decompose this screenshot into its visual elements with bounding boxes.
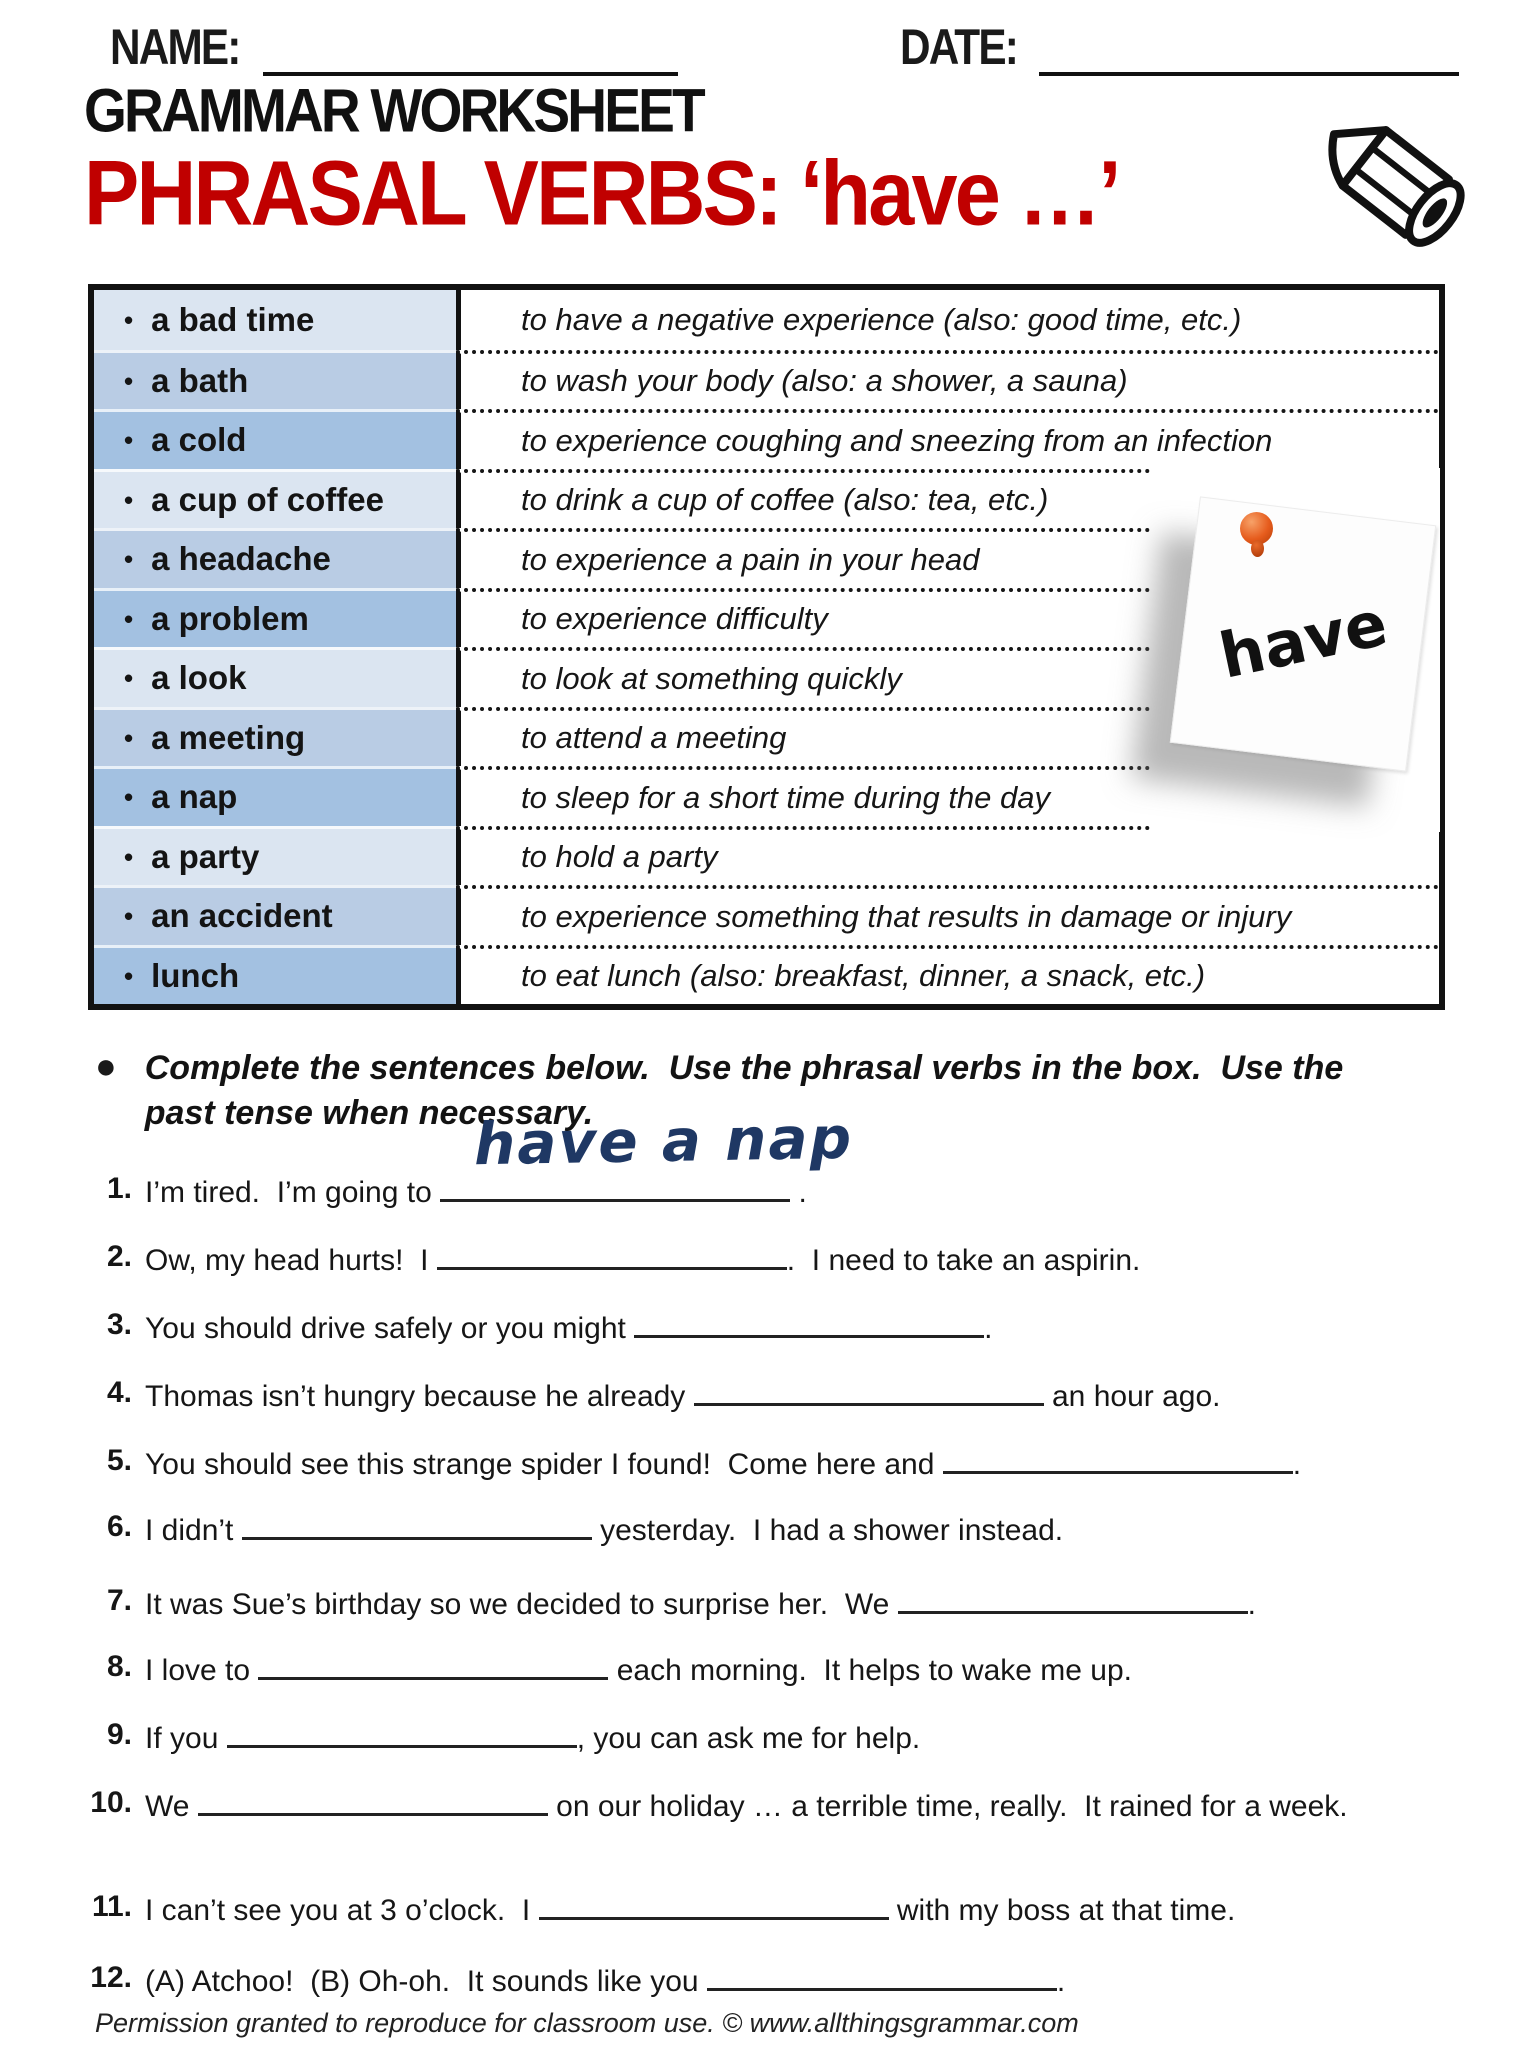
sentence-number: 2.: [106, 1240, 132, 1273]
sentence-text: I’m tired. I’m going to have a nap .: [145, 1103, 854, 1209]
sentence-item: [82, 1236, 1467, 1282]
answer-blank[interactable]: [943, 1440, 1293, 1474]
name-label: NAME:: [110, 18, 240, 75]
phrase-cell: [94, 588, 456, 648]
phrase-label: a meeting: [151, 718, 306, 756]
sentence-number: 6.: [106, 1510, 132, 1543]
phrase-label: a cup of coffee: [151, 480, 384, 518]
list-bullet-icon: •: [124, 782, 134, 813]
date-input-line[interactable]: [1039, 30, 1459, 76]
table-row: [94, 350, 1439, 410]
definition-cell: [456, 290, 1439, 350]
sentence-number: 11.: [91, 1890, 132, 1923]
definition-text: to attend a meeting: [521, 720, 787, 756]
name-input-line[interactable]: [263, 30, 678, 76]
sentence-number: 7.: [106, 1584, 132, 1617]
definition-text: to have a negative experience (also: good time, etc.): [521, 301, 1242, 337]
answer-blank[interactable]: [707, 1957, 1057, 1991]
list-bullet-icon: •: [124, 841, 134, 872]
answer-blank[interactable]: [694, 1372, 1044, 1406]
sentence-text: You should drive safely or you might .: [145, 1304, 1467, 1350]
sentence-item: [82, 1372, 1467, 1418]
answer-blank[interactable]: [898, 1580, 1248, 1614]
sentence-number: 4.: [106, 1376, 132, 1409]
phrase-cell: [94, 290, 456, 350]
phrase-label: a headache: [151, 540, 331, 578]
list-bullet-icon: •: [124, 425, 134, 456]
answer-blank[interactable]: [634, 1304, 984, 1338]
phrase-cell: [94, 647, 456, 707]
definition-cell: [456, 826, 1439, 886]
sentence-number: 1.: [106, 1172, 132, 1205]
answer-blank[interactable]: [258, 1646, 608, 1680]
definition-cell: [456, 945, 1439, 1005]
sentence-text: Ow, my head hurts! I . I need to take an aspirin.: [145, 1236, 1467, 1282]
phrase-cell: [94, 350, 456, 410]
phrase-label: a problem: [151, 599, 309, 637]
sentence-number: 5.: [106, 1444, 132, 1477]
worksheet-title: PHRASAL VERBS: ‘have …’: [84, 143, 1119, 246]
phrase-label: an accident: [151, 897, 333, 935]
definition-text: to eat lunch (also: breakfast, dinner, a snack, etc.): [521, 958, 1206, 994]
list-bullet-icon: •: [124, 304, 134, 335]
table-row: [94, 290, 1439, 350]
sentence-item: [82, 1714, 1467, 1760]
phrase-cell: [94, 766, 456, 826]
sentence-item: [82, 1782, 1467, 1828]
sticky-note: [1170, 496, 1436, 771]
worksheet-subtitle: GRAMMAR WORKSHEET: [84, 77, 703, 146]
phrase-cell: [94, 826, 456, 886]
list-bullet-icon: •: [124, 603, 134, 634]
phrase-label: a party: [151, 837, 260, 875]
sentence-text: We on our holiday … a terrible time, really. It rained for a week.: [145, 1782, 1467, 1828]
sentence-item: [82, 1304, 1467, 1350]
sentence-item: [82, 1646, 1467, 1692]
sentence-item: [82, 1886, 1467, 1932]
sentence-item: [82, 1440, 1467, 1486]
list-bullet-icon: •: [124, 365, 134, 396]
definition-cell: [456, 885, 1439, 945]
sticky-note-word: have: [1213, 586, 1394, 693]
pencil-icon: [1312, 92, 1472, 267]
phrase-cell: [94, 707, 456, 767]
sentence-text: Thomas isn’t hungry because he already an hour ago.: [145, 1372, 1467, 1418]
sentence-text: I didn’t yesterday. I had a shower instead.: [145, 1506, 1467, 1552]
sentence-number: 12.: [90, 1961, 132, 1994]
sentence-item: [82, 1580, 1467, 1626]
definition-cell: [456, 409, 1439, 469]
definition-text: to experience coughing and sneezing from an infection: [521, 422, 1273, 458]
answer-blank[interactable]: [227, 1714, 577, 1748]
handwritten-answer: have a nap: [473, 1103, 854, 1179]
answer-blank[interactable]: [437, 1236, 787, 1270]
definition-text: to drink a cup of coffee (also: tea, etc.): [521, 482, 1049, 518]
phrase-cell: [94, 945, 456, 1005]
list-bullet-icon: •: [124, 663, 134, 694]
list-bullet-icon: •: [124, 960, 134, 991]
definition-text: to sleep for a short time during the day: [521, 779, 1051, 815]
definition-text: to hold a party: [521, 839, 718, 875]
sentence-item: [82, 1506, 1467, 1552]
phrase-label: a nap: [151, 778, 238, 816]
table-row: [94, 945, 1439, 1005]
sentence-text: I love to each morning. It helps to wake me up.: [145, 1646, 1467, 1692]
footer-text: Permission granted to reproduce for classroom use. © www.allthingsgrammar.com: [95, 2008, 1079, 2038]
sentence-text: It was Sue’s birthday so we decided to surprise her. We .: [145, 1580, 1467, 1626]
answer-blank[interactable]: [539, 1886, 889, 1920]
table-row: [94, 826, 1439, 886]
date-label: DATE:: [900, 18, 1017, 75]
definition-cell: [456, 350, 1439, 410]
instruction-bullet-icon: ●: [95, 1045, 117, 1086]
sentence-number: 3.: [106, 1308, 132, 1341]
definition-text: to experience difficulty: [521, 601, 828, 637]
phrase-label: a look: [151, 659, 247, 697]
phrase-label: lunch: [151, 956, 240, 994]
sentence-number: 8.: [106, 1650, 132, 1683]
phrase-cell: [94, 528, 456, 588]
sentence-item: [82, 1103, 1467, 1214]
phrase-cell: [94, 885, 456, 945]
instruction-text: Complete the sentences below. Use the phrasal verbs in the box. Use the past tense when necessary.: [144, 1049, 1353, 1132]
sticky-note-photo: [1152, 468, 1440, 832]
phrase-cell: [94, 469, 456, 529]
answer-blank[interactable]: [198, 1782, 548, 1816]
definition-text: to experience something that results in damage or injury: [521, 898, 1292, 934]
sentence-text: (A) Atchoo! (B) Oh-oh. It sounds like you .: [145, 1957, 1467, 2003]
sentence-text: I can’t see you at 3 o’clock. I with my boss at that time.: [145, 1886, 1467, 1932]
list-bullet-icon: •: [124, 484, 134, 515]
list-bullet-icon: •: [124, 722, 134, 753]
sentence-text: If you , you can ask me for help.: [145, 1714, 1467, 1760]
phrase-label: a bad time: [151, 300, 315, 338]
table-row: [94, 885, 1439, 945]
sentence-number: 10.: [90, 1786, 132, 1819]
phrase-label: a cold: [151, 421, 247, 459]
date-field-group: [900, 18, 1459, 76]
definition-text: to experience a pain in your head: [521, 541, 980, 577]
answer-blank[interactable]: [242, 1506, 592, 1540]
phrase-label: a bath: [151, 361, 249, 399]
list-bullet-icon: •: [124, 901, 134, 932]
sentence-item: [82, 1957, 1467, 2003]
name-field-group: [110, 18, 678, 76]
sentence-number: 9.: [106, 1718, 132, 1751]
pushpin-icon: [1240, 512, 1274, 568]
list-bullet-icon: •: [124, 544, 134, 575]
sentence-text: You should see this strange spider I found! Come here and .: [145, 1440, 1467, 1486]
definition-text: to look at something quickly: [521, 660, 902, 696]
phrase-cell: [94, 409, 456, 469]
table-row: [94, 409, 1439, 469]
definition-text: to wash your body (also: a shower, a sauna): [521, 363, 1128, 399]
